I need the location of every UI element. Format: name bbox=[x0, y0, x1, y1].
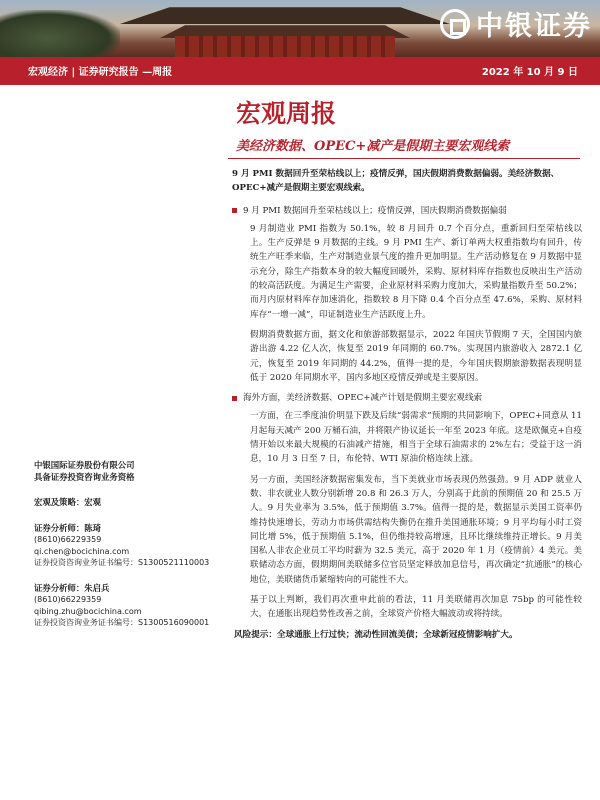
lead-summary: 9 月 PMI 数据回升至荣枯线以上；疫情反弹，国庆假期消费数据偏弱。美经济数据、OPEC+减产是假期主要宏观线索。 bbox=[232, 169, 560, 194]
bullet-square-icon bbox=[232, 396, 237, 401]
firm-qualification: 具备证券投资咨询业务资格 bbox=[34, 471, 135, 482]
analyst-license: 证券投资咨询业务证书编号：S1300516090001 bbox=[34, 618, 210, 627]
header-banner bbox=[0, 0, 600, 57]
report-date: 2022 年 10 月 9 日 bbox=[481, 67, 578, 78]
section-heading bbox=[232, 391, 582, 405]
sector-label: 宏观及策略：宏观 bbox=[34, 497, 101, 507]
body-paragraph: 一方面，在三季度油价明显下跌及后续“弱需求”预期的共同影响下，OPEC+同意从 11 月起每天减产 200 万桶石油，并将限产协议延长一年至 2023 年底。这是欧佩克+自疫情开始以来最大规模的石油减产措施，相当于全球石油需求的 2%左右；受益于这一消息，10 月 3 日至 7 日，布伦特、WTI 原油价格连续上涨。 bbox=[250, 411, 582, 465]
analyst-phone: (8610)66229359 bbox=[34, 595, 102, 604]
section-heading-text: 9 月 PMI 数据回升至荣枯线以上；疫情反弹，国庆假期消费数据偏弱 bbox=[243, 205, 507, 216]
report-category: 宏观经济 | 证券研究报告 —周报 bbox=[28, 67, 173, 78]
bullet-square-icon bbox=[232, 208, 237, 213]
report-title: 宏观周报 bbox=[236, 99, 337, 128]
body-paragraph: 另一方面，美国经济数据密集发布，当下美就业市场表现仍然强劲。9 月 ADP 就业人数、非农就业人数分别新增 20.8 和 26.3 万人，分别高于此前的预期值 20 和 25.5 万人。9 月失业率为 3.5%，低于预期值 3.7%。值得一提的是，数据显示美国工资率仍维持快速增长，劳动力市场供需结构失衡仍在推升美国通胀环境；9 月平均每小时工资同比增 5%，低于预期值 5.1%，但仍维持较高增速，且环比继续维持正增长。9 月美国私人非农企业员工平均时薪为 32.5 美元，高于 2020 年 1 月（疫情前）4 美元。美联储动态方面，假期期间美联储多位官员坚定释放加息信号，再次确定“抗通胀”的核心地位，美联储货币紧缩转向的可能性不大。 bbox=[250, 474, 582, 585]
banner-roof bbox=[120, 0, 450, 24]
banner-hall bbox=[175, 36, 395, 57]
sidebar-info bbox=[34, 460, 224, 629]
analyst-email[interactable]: qibing.zhu@bocichina.com bbox=[34, 606, 142, 616]
analyst-email[interactable]: qi.chen@bocichina.com bbox=[34, 546, 130, 556]
firm-name: 中银国际证券股份有限公司 bbox=[34, 460, 135, 470]
analyst-name: 证券分析师：朱启兵 bbox=[34, 582, 110, 593]
section-heading bbox=[232, 204, 582, 218]
analyst-phone: (8610)66229359 bbox=[34, 535, 102, 544]
banner-trees bbox=[0, 10, 120, 57]
report-body bbox=[232, 167, 582, 642]
title-divider bbox=[228, 158, 580, 159]
body-paragraph: 基于以上判断，我们再次重申此前的看法，11 月美联储再次加息 75bp 的可能性较大，在通胀出现趋势性改善之前，全球资产价格大幅波动或将持续。 bbox=[250, 595, 582, 620]
risk-warning: 风险提示：全球通胀上行过快；流动性回流美债；全球新冠疫情影响扩大。 bbox=[234, 629, 518, 640]
report-subtitle: 美经济数据、OPEC+减产是假期主要宏观线索 bbox=[236, 139, 510, 154]
boc-logo-icon bbox=[440, 9, 470, 39]
analyst-license: 证券投资咨询业务证书编号：S1300521110003 bbox=[34, 558, 210, 567]
section-heading-text: 海外方面，美经济数据、OPEC+减产计划是假期主要宏观线索 bbox=[243, 393, 483, 404]
company-logo bbox=[440, 4, 592, 43]
logo-text: 中银证券 bbox=[476, 11, 592, 42]
analyst-name: 证券分析师：陈琦 bbox=[34, 522, 101, 533]
body-paragraph: 9 月制造业 PMI 指数为 50.1%，较 8 月回升 0.7 个百分点，重新回归至荣枯线以上。生产反弹是 9 月数据的主线。9 月 PMI 生产、新订单两大权重指数均有回升，传统生产旺季来临，生产对制造业景气度的推升更加明显。生产活动修复在 9 月数据中显示充分，除生产指数本身的较大幅度回暖外，采购、原材料库存指数也反映出生产活动的较高活跃度。为满足生产需要，企业原材料采购力度加大，采购量指数升至 50.2%；而月内原材料库存加速消化，指数较 8 月下降 0.4 个百分点至 47.6%，采购、原材料库存“一增一减”，印证制造业生产活跃度上升。 bbox=[250, 223, 582, 320]
body-paragraph: 假期消费数据方面，据文化和旅游部数据显示，2022 年国庆节假期 7 天，全国国内旅游出游 4.22 亿人次，恢复至 2019 年同期的 60.7%。实现国内旅游收入 2872.1 亿元，恢复至 2019 年同期的 44.2%，值得一提的是，今年国庆假期旅游数据表现明显低于 2020 年同期水平，国内多地区疫情反弹或是主要原因。 bbox=[250, 329, 582, 383]
